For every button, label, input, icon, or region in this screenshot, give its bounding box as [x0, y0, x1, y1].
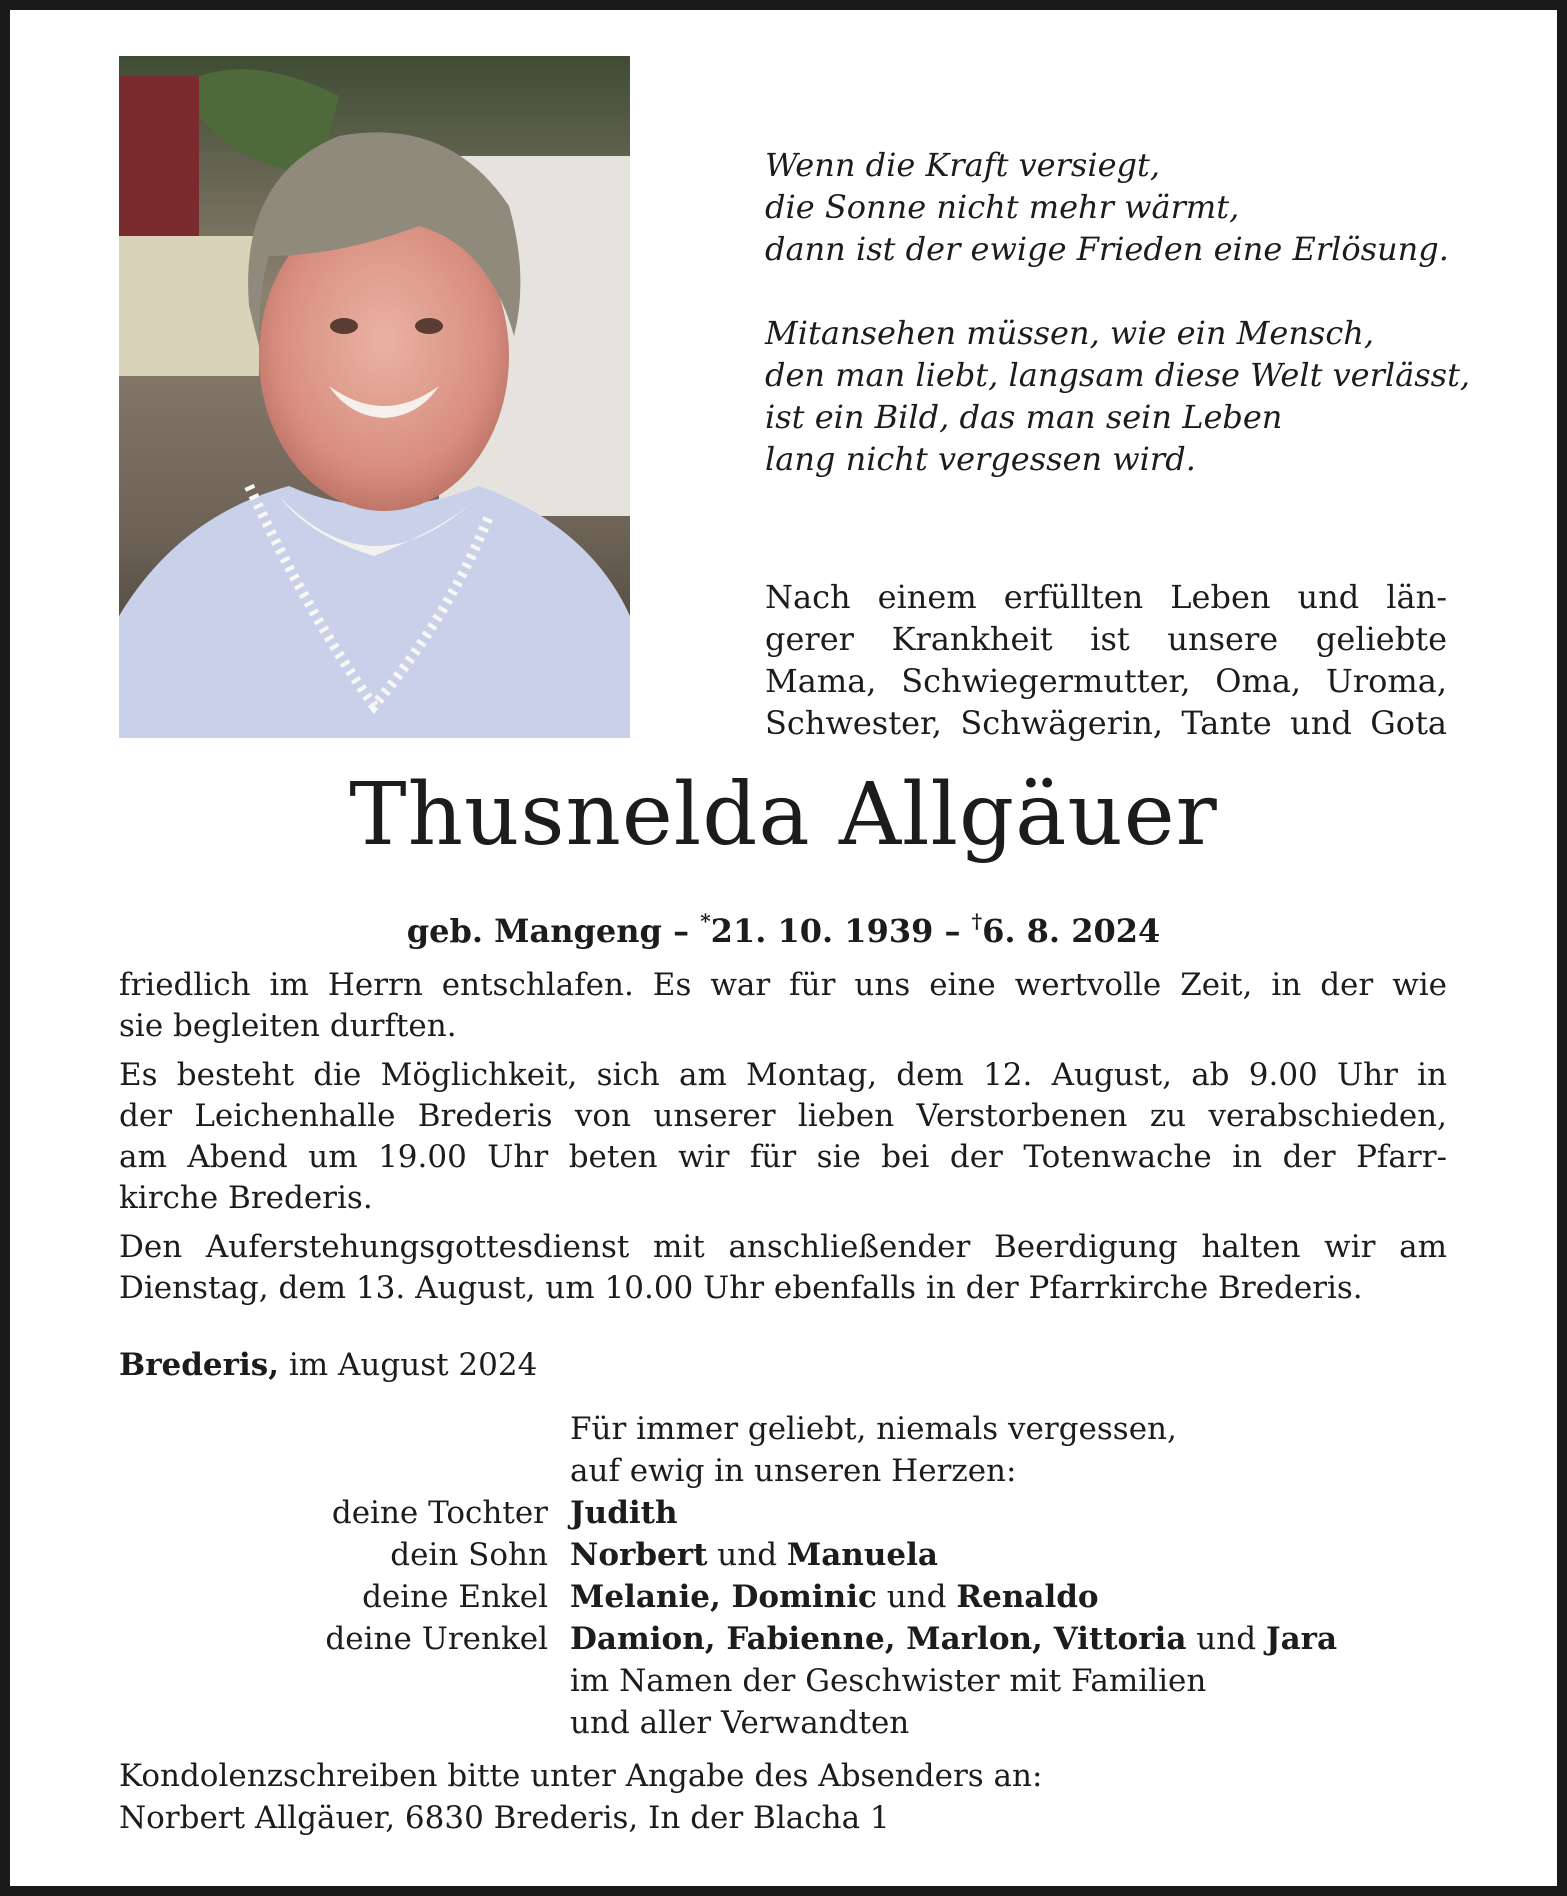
- poem-stanza-1: [765, 144, 1465, 270]
- mourner-name: Jara: [1265, 1621, 1338, 1657]
- poem-line: den man liebt, langsam diese Welt verlässt,: [765, 356, 1471, 394]
- conjunction: und: [717, 1537, 778, 1573]
- conjunction: und: [886, 1579, 947, 1615]
- mourners-row: [119, 1618, 1459, 1660]
- relation-label: dein Sohn: [390, 1537, 548, 1573]
- place-town: Brederis,: [119, 1347, 280, 1383]
- mourners-row: [119, 1702, 1459, 1744]
- body-line: am Abend um 19.00 Uhr beten wir für sie bei der Totenwache in der Pfarr-: [119, 1139, 1447, 1175]
- birth-name: geb. Mangeng: [406, 912, 662, 950]
- intro-line: Mama, Schwiegermutter, Oma, Uroma,: [765, 662, 1447, 700]
- contact-address: Norbert Allgäuer, 6830 Brederis, In der Blacha 1: [119, 1800, 890, 1836]
- portrait-photo: [119, 56, 630, 738]
- obituary-page: [10, 10, 1557, 1886]
- body-line: Den Auferstehungsgottesdienst mit anschließender Beerdigung halten wir am: [119, 1229, 1447, 1265]
- poem-line: die Sonne nicht mehr wärmt,: [765, 188, 1240, 226]
- body-line: Dienstag, dem 13. August, um 10.00 Uhr ebenfalls in der Pfarrkirche Brederis.: [119, 1270, 1363, 1306]
- place-date-text: im August 2024: [288, 1347, 538, 1383]
- mourners-closing-2: und aller Verwandten: [570, 1705, 910, 1741]
- body-paragraph-2: [119, 1055, 1447, 1219]
- portrait-icon: [119, 56, 630, 738]
- mourner-names: [570, 1534, 1459, 1576]
- body-line: Es besteht die Möglichkeit, sich am Montag, dem 12. August, ab 9.00 Uhr in: [119, 1057, 1447, 1093]
- mourner-name: Norbert: [570, 1537, 708, 1573]
- poem-line: lang nicht vergessen wird.: [765, 440, 1196, 478]
- mourner-name: Damion, Fabienne, Marlon, Vittoria: [570, 1621, 1187, 1657]
- poem: [765, 144, 1471, 522]
- relation-label: deine Urenkel: [325, 1621, 548, 1657]
- poem-stanza-2: [765, 312, 1471, 480]
- relation-spacer: [119, 1660, 570, 1702]
- mourners-row: [119, 1534, 1459, 1576]
- life-dates: [10, 900, 1557, 952]
- contact-line: Kondolenzschreiben bitte unter Angabe des Absenders an:: [119, 1758, 1043, 1794]
- body-paragraph-1: [119, 965, 1447, 1047]
- death-date: 6. 8. 2024: [982, 912, 1161, 950]
- announcement-body: [119, 965, 1447, 1317]
- mourner-names: [570, 1576, 1459, 1618]
- mourner-name: Manuela: [786, 1537, 938, 1573]
- mourner-names: [570, 1492, 1459, 1534]
- death-symbol: †: [971, 909, 983, 933]
- mourner-name: Judith: [570, 1495, 678, 1531]
- body-line: kirche Brederis.: [119, 1180, 373, 1216]
- mourners-closing-1: im Namen der Geschwister mit Familien: [570, 1663, 1207, 1699]
- mourner-name: Melanie, Dominic: [570, 1579, 877, 1615]
- poem-line: Mitansehen müssen, wie ein Mensch,: [765, 314, 1375, 352]
- intro-text: [765, 576, 1447, 744]
- conjunction: und: [1196, 1621, 1257, 1657]
- body-line: friedlich im Herrn entschlafen. Es war für uns eine wertvolle Zeit, in der wie: [119, 967, 1447, 1003]
- dash: –: [944, 912, 961, 950]
- dash: –: [673, 912, 690, 950]
- relation-spacer: [119, 1408, 570, 1450]
- body-line: sie begleiten durften.: [119, 1008, 457, 1044]
- intro-line: Nach einem erfüllten Leben und län-: [765, 578, 1447, 616]
- relation-label: deine Enkel: [362, 1579, 548, 1615]
- body-line: der Leichenhalle Brederis von unserer lieben Verstorbenen zu verabschieden,: [119, 1098, 1447, 1134]
- relation-label: deine Tochter: [331, 1495, 548, 1531]
- mourners-heading-2: auf ewig in unseren Herzen:: [570, 1453, 1017, 1489]
- mourners-heading-1: Für immer geliebt, niemals vergessen,: [570, 1411, 1177, 1447]
- mourner-name: Renaldo: [956, 1579, 1099, 1615]
- intro-line: gerer Krankheit ist unsere geliebte: [765, 620, 1447, 658]
- intro-line: Schwester, Schwägerin, Tante und Gota: [765, 704, 1447, 742]
- poem-line: dann ist der ewige Frieden eine Erlösung.: [765, 230, 1449, 268]
- mourners-list: [119, 1408, 1459, 1744]
- mourners-row: [119, 1450, 1459, 1492]
- mourners-row: [119, 1576, 1459, 1618]
- relation-spacer: [119, 1450, 570, 1492]
- condolence-contact: [119, 1755, 1459, 1839]
- body-paragraph-3: [119, 1227, 1447, 1309]
- deceased-name: Thusnelda Allgäuer: [349, 765, 1218, 865]
- relation-spacer: [119, 1702, 570, 1744]
- mourners-row: [119, 1660, 1459, 1702]
- birth-symbol: *: [700, 909, 711, 933]
- mourner-names: [570, 1618, 1459, 1660]
- poem-line: Wenn die Kraft versiegt,: [765, 146, 1161, 184]
- place-date: [119, 1345, 537, 1386]
- mourners-row: [119, 1492, 1459, 1534]
- birth-date: 21. 10. 1939: [710, 912, 934, 950]
- mourners-row: [119, 1408, 1459, 1450]
- poem-line: ist ein Bild, das man sein Leben: [765, 398, 1283, 436]
